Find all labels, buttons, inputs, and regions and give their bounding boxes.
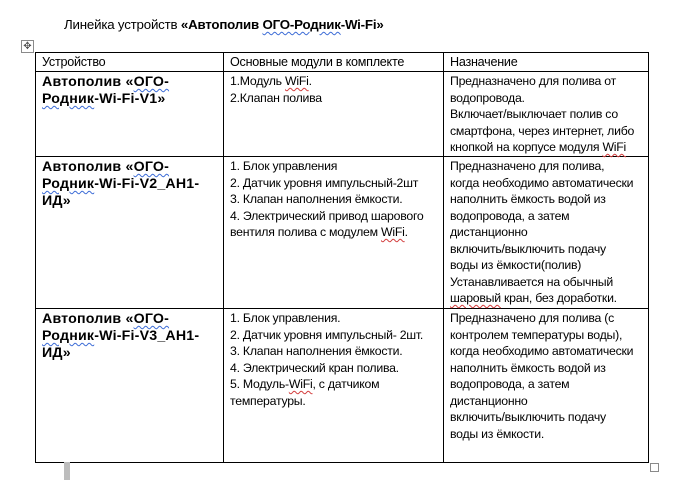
spellcheck-word: Родник bbox=[42, 176, 95, 192]
purpose-line: когда необходимо автоматически bbox=[450, 175, 634, 190]
purpose-line: водопровода, а затем bbox=[450, 377, 570, 391]
purpose-line: дистанционно bbox=[450, 225, 528, 239]
module-item: 1. Блок управления. bbox=[230, 311, 341, 325]
header-device[interactable]: Устройство bbox=[36, 53, 224, 72]
header-purpose[interactable]: Назначение bbox=[444, 53, 649, 72]
text-cursor-marker bbox=[64, 462, 70, 480]
title-bold-part: -Wi-Fi» bbox=[340, 17, 384, 32]
purpose-line: Включает/выключает полив со bbox=[450, 107, 618, 121]
module-item: 2. Датчик уровня импульсный-2шт bbox=[230, 175, 419, 190]
spellcheck-word: Родник bbox=[42, 91, 95, 107]
purpose-line: водопровода, а затем bbox=[450, 208, 570, 223]
table-move-handle-icon[interactable]: ✥ bbox=[21, 40, 34, 53]
purpose-line: наполнить ёмкость водой из bbox=[450, 360, 606, 375]
document-title bbox=[64, 17, 384, 32]
table-row bbox=[36, 72, 649, 157]
purpose-line: воды из ёмкости. bbox=[450, 426, 545, 441]
purpose-cell[interactable] bbox=[444, 309, 649, 463]
module-item: 1.Модуль WiFi. bbox=[230, 74, 312, 88]
module-item: 3. Клапан наполнения ёмкости. bbox=[230, 192, 403, 206]
purpose-line: Предназначено для полива, bbox=[450, 159, 605, 173]
purpose-line: Устанавливается на обычный bbox=[450, 274, 613, 289]
devices-table bbox=[35, 52, 649, 463]
title-bold-part: «Автополив bbox=[180, 17, 263, 32]
purpose-line: включить/выключить подачу bbox=[450, 241, 606, 256]
purpose-line: кнопкой на корпусе модуля WiFi bbox=[450, 140, 627, 154]
module-item: 1. Блок управления bbox=[230, 159, 338, 173]
device-text: Автополив « bbox=[42, 159, 134, 175]
device-text: -Wi-Fi-V2_АН1-ИД» bbox=[42, 176, 200, 209]
device-cell[interactable] bbox=[36, 157, 224, 309]
module-item: 3. Клапан наполнения ёмкости. bbox=[230, 344, 403, 358]
module-item: 4. Электрический привод шарового bbox=[230, 208, 424, 223]
table-header-row bbox=[36, 53, 649, 72]
device-text: Автополив « bbox=[42, 74, 134, 90]
purpose-line: Предназначено для полива (с bbox=[450, 311, 615, 325]
title-bold bbox=[181, 17, 384, 32]
purpose-line: смартфона, через интернет, либо bbox=[450, 123, 635, 138]
modules-cell[interactable] bbox=[224, 72, 444, 157]
table-resize-handle[interactable] bbox=[650, 463, 659, 472]
module-item: 2. Датчик уровня импульсный- 2шт. bbox=[230, 327, 424, 342]
purpose-line: дистанционно bbox=[450, 393, 528, 408]
purpose-line: контролем температуры воды), bbox=[450, 327, 623, 342]
purpose-line: включить/выключить подачу bbox=[450, 410, 606, 424]
device-text: Автополив « bbox=[42, 311, 134, 327]
table-row bbox=[36, 157, 649, 309]
modules-cell[interactable] bbox=[224, 309, 444, 463]
purpose-line: когда необходимо автоматически bbox=[450, 344, 634, 358]
spellcheck-word: ОГО- bbox=[133, 74, 170, 90]
device-cell[interactable] bbox=[36, 72, 224, 157]
purpose-line: воды из ёмкости(полив) bbox=[450, 258, 582, 272]
purpose-line: шаровый кран, без доработки. bbox=[450, 291, 617, 305]
spellcheck-word[interactable]: ОГО-Родник bbox=[262, 17, 341, 32]
spellcheck-word: ОГО- bbox=[133, 159, 170, 175]
purpose-cell[interactable] bbox=[444, 157, 649, 309]
purpose-cell[interactable] bbox=[444, 72, 649, 157]
purpose-line: наполнить ёмкость водой из bbox=[450, 192, 606, 206]
table-row bbox=[36, 309, 649, 463]
module-item: 5. Модуль-WiFi, с датчиком bbox=[230, 377, 380, 391]
header-modules[interactable]: Основные модули в комплекте bbox=[224, 53, 444, 72]
modules-cell[interactable] bbox=[224, 157, 444, 309]
module-item: вентиля полива с модулем WiFi. bbox=[230, 225, 408, 239]
spellcheck-word: ОГО- bbox=[133, 311, 170, 327]
purpose-line: Предназначено для полива от bbox=[450, 74, 617, 88]
module-item: 2.Клапан полива bbox=[230, 90, 322, 105]
purpose-line: водопровода. bbox=[450, 90, 525, 105]
device-cell[interactable] bbox=[36, 309, 224, 463]
module-item: 4. Электрический кран полива. bbox=[230, 360, 399, 375]
module-item: температуры. bbox=[230, 393, 306, 408]
title-prefix: Линейка устройств bbox=[64, 17, 181, 32]
device-text: -Wi-Fi-V1» bbox=[94, 91, 166, 107]
device-text: -Wi-Fi-V3_АН1-ИД» bbox=[42, 328, 200, 361]
spellcheck-word: Родник bbox=[42, 328, 95, 344]
